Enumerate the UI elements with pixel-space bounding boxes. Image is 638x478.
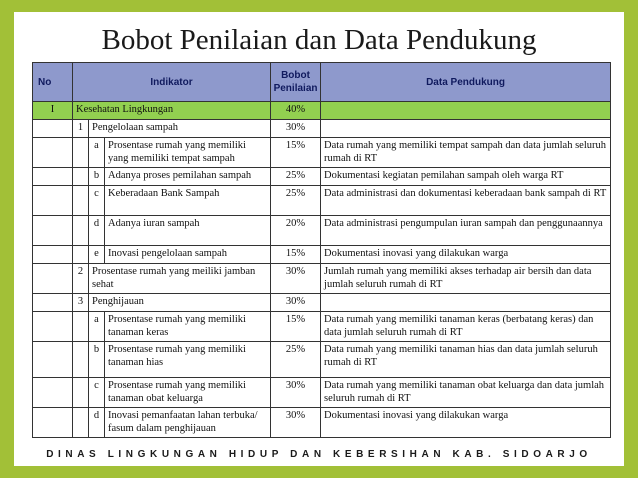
header-indikator: Indikator: [73, 63, 271, 102]
sub-letter: c: [89, 378, 105, 408]
table-row: [33, 186, 611, 216]
item-label: Prosentase rumah yang meiliki jamban sehat: [89, 264, 271, 294]
sub-weight: 20%: [271, 216, 321, 246]
sub-label: Prosentase rumah yang memiliki tanaman keras: [105, 312, 271, 342]
item-no: 2: [73, 264, 89, 294]
sub-weight: 25%: [271, 186, 321, 216]
sub-weight: 25%: [271, 168, 321, 186]
header-data-pendukung: Data Pendukung: [321, 63, 611, 102]
item-weight: 30%: [271, 264, 321, 294]
table-row: [33, 342, 611, 378]
sub-weight: 15%: [271, 138, 321, 168]
sub-label: Prosentase rumah yang memiliki tanaman obat keluarga: [105, 378, 271, 408]
slide-title: Bobot Penilaian dan Data Pendukung: [101, 24, 537, 56]
sub-letter: b: [89, 342, 105, 378]
sub-weight: 30%: [271, 378, 321, 408]
sub-label: Adanya proses pemilahan sampah: [105, 168, 271, 186]
category-label: Kesehatan Lingkungan: [73, 102, 271, 120]
header-row: [33, 63, 611, 102]
sub-label: Prosentase rumah yang memiliki yang memiliki tempat sampah: [105, 138, 271, 168]
item-label: Penghijauan: [89, 294, 271, 312]
sub-letter: e: [89, 246, 105, 264]
table-row: [33, 246, 611, 264]
sub-data: Dokumentasi inovasi yang dilakukan warga: [321, 246, 611, 264]
item-no: 1: [73, 120, 89, 138]
table-row: [33, 264, 611, 294]
sub-data: Data rumah yang memiliki tanaman keras (berbatang keras) dan data jumlah seluruh rumah di RT: [321, 312, 611, 342]
sub-data: Data rumah yang memiliki tanaman hias dan data jumlah seluruh rumah di RT: [321, 342, 611, 378]
sub-data: Dokumentasi inovasi yang dilakukan warga: [321, 408, 611, 438]
sub-letter: d: [89, 408, 105, 438]
header-bobot-line2: Penilaian: [273, 83, 318, 94]
header-bobot: [271, 63, 321, 102]
sub-weight: 15%: [271, 312, 321, 342]
sub-label: Inovasi pemanfaatan lahan terbuka/ fasum dalam penghijauan: [105, 408, 271, 438]
sub-letter: a: [89, 312, 105, 342]
sub-weight: 25%: [271, 342, 321, 378]
sub-label: Prosentase rumah yang memiliki tanaman hias: [105, 342, 271, 378]
sub-weight: 30%: [271, 408, 321, 438]
category-row: [33, 102, 611, 120]
sub-letter: d: [89, 216, 105, 246]
sub-data: Dokumentasi kegiatan pemilahan sampah oleh warga RT: [321, 168, 611, 186]
table-row: [33, 378, 611, 408]
item-data: Jumlah rumah yang memiliki akses terhadap air bersih dan data jumlah seluruh rumah di RT: [321, 264, 611, 294]
sub-weight: 15%: [271, 246, 321, 264]
table-row: [33, 216, 611, 246]
sub-letter: c: [89, 186, 105, 216]
item-label: Pengelolaan sampah: [89, 120, 271, 138]
item-weight: 30%: [271, 120, 321, 138]
item-no: 3: [73, 294, 89, 312]
slide: [14, 12, 624, 466]
header-bobot-line1: Bobot: [281, 70, 310, 81]
category-no: I: [33, 102, 73, 120]
table-row: [33, 312, 611, 342]
sub-data: Data administrasi pengumpulan iuran sampah dan penggunaannya: [321, 216, 611, 246]
table-row: [33, 408, 611, 438]
sub-label: Keberadaan Bank Sampah: [105, 186, 271, 216]
item-weight: 30%: [271, 294, 321, 312]
sub-data: Data administrasi dan dokumentasi keberadaan bank sampah di RT: [321, 186, 611, 216]
table-row: [33, 138, 611, 168]
sub-label: Adanya iuran sampah: [105, 216, 271, 246]
sub-data: Data rumah yang memiliki tanaman obat keluarga dan data jumlah seluruh rumah di RT: [321, 378, 611, 408]
sub-letter: a: [89, 138, 105, 168]
header-no: No: [33, 63, 73, 102]
table-row: [33, 120, 611, 138]
sub-label: Inovasi pengelolaan sampah: [105, 246, 271, 264]
footer-agency: DINAS LINGKUNGAN HIDUP DAN KEBERSIHAN KAB. SIDOARJO: [46, 449, 592, 460]
sub-data: Data rumah yang memiliki tempat sampah dan data jumlah seluruh rumah di RT: [321, 138, 611, 168]
weight-table: [32, 62, 611, 438]
category-data: [321, 102, 611, 120]
category-weight: 40%: [271, 102, 321, 120]
table-row: [33, 168, 611, 186]
sub-letter: b: [89, 168, 105, 186]
table-row: [33, 294, 611, 312]
